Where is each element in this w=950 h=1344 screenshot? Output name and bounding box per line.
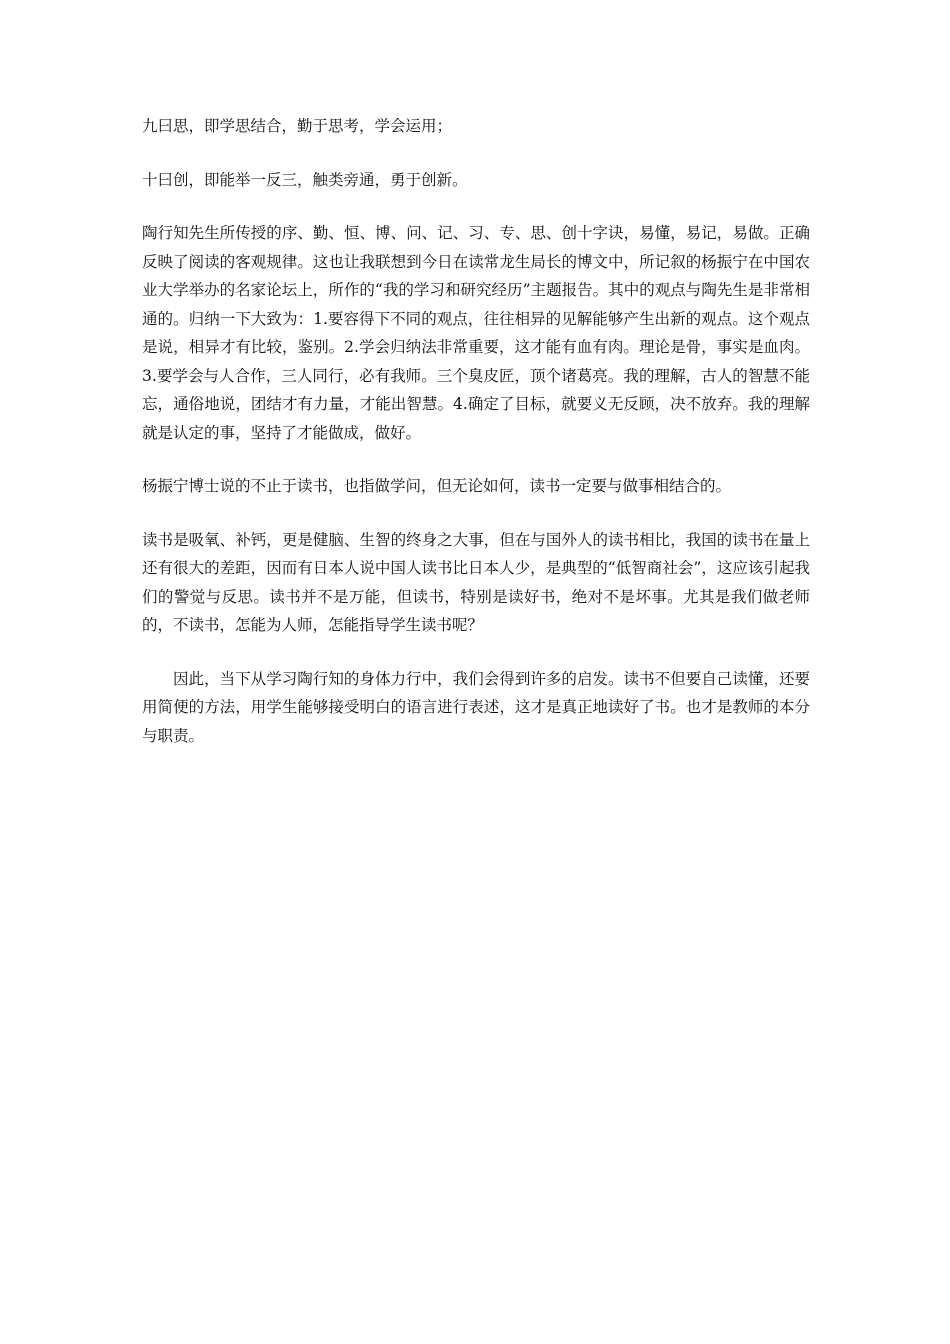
paragraph-nine-think: 九曰思，即学思结合，勤于思考，学会运用； (142, 117, 453, 135)
document-body (142, 112, 810, 775)
paragraph-tao-xingzhi-method: 陶行知先生所传授的序、勤、恒、博、问、记、习、专、思、创十字诀，易懂，易记，易做。正确反映了阅读的客观规律。这也让我联想到今日在读常龙生局长的博文中，所记叙的杨振宁在中国农业大学举办的名家论坛上，所作的“我的学习和研究经历”主题报告。其中的观点与陶先生是非常相通的。归纳一下大致为：1.要容得下不同的观点，往往相异的见解能够产生出新的观点。这个观点是说，相异才有比较，鉴别。2.学会归纳法非常重要，这才能有血有肉。理论是骨，事实是血肉。3.要学会与人合作，三人同行，必有我师。三个臭皮匠，顶个诸葛亮。我的理解，古人的智慧不能忘，通俗地说，团结才有力量，才能出智慧。4.确定了目标，就要义无反顾，决不放弃。我的理解就是认定的事，坚持了才能做成，做好。 (142, 224, 810, 442)
paragraph-conclusion: 因此，当下从学习陶行知的身体力行中，我们会得到许多的启发。读书不但要自己读懂，还要用简便的方法，用学生能够接受明白的语言进行表述，这才是真正地读好了书。也才是教师的本分与职责。 (142, 669, 810, 745)
paragraph-yang-zhenning: 杨振宁博士说的不止于读书，也指做学问，但无论如何，读书一定要与做事相结合的。 (142, 477, 732, 495)
paragraph-ten-create: 十曰创，即能举一反三，触类旁通，勇于创新。 (142, 170, 468, 189)
paragraph-reading-importance: 读书是吸氧、补钙，更是健脑、生智的终身之大事，但在与国外人的读书相比，我国的读书在量上还有很大的差距，因而有日本人说中国人读书比日本人少，是典型的“低智商社会”，这应该引起我们的警觉与反思。读书并不是万能，但读书，特别是读好书，绝对不是坏事。尤其是我们做老师的，不读书，怎能为人师，怎能指导学生读书呢？ (142, 530, 810, 634)
